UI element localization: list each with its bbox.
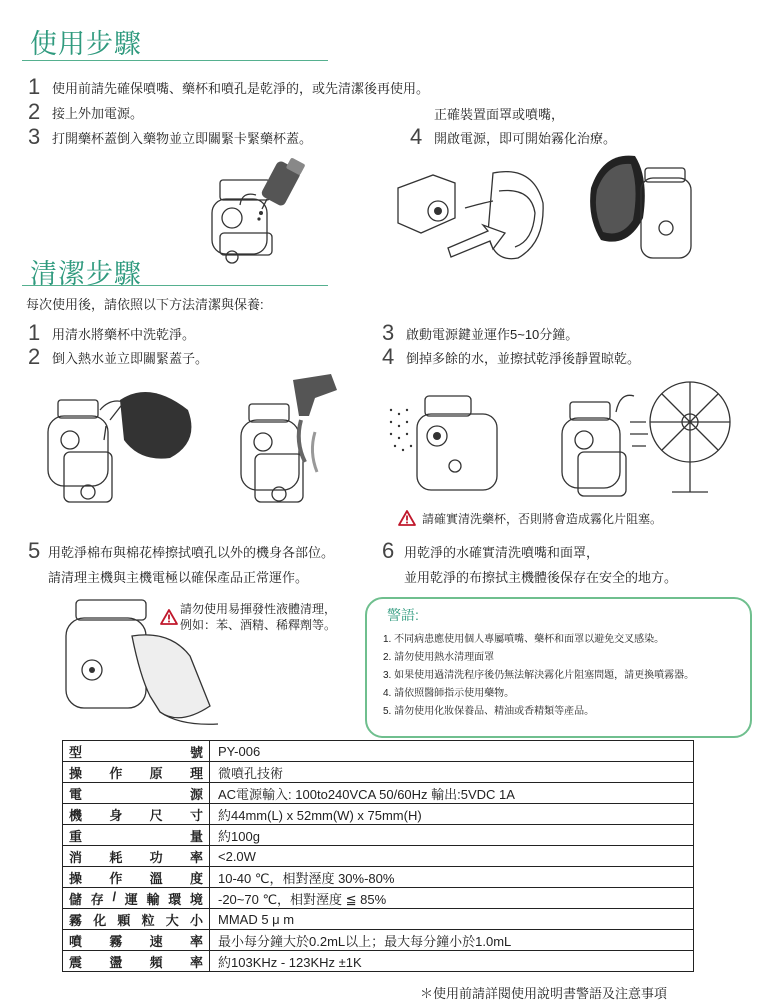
spec-key [63, 762, 210, 783]
cleaning-step-4-number: 4 [382, 344, 395, 369]
spec-key-char: 源 [189, 786, 203, 802]
spec-key-char: 尺 [149, 807, 163, 823]
warning-box [365, 597, 752, 738]
spec-key-char: 量 [189, 828, 203, 844]
spec-key-char: 顆 [117, 912, 131, 928]
warning-item-1: 1. 不同病患應使用個人專屬噴嘴、藥杯和面罩以避免交叉感染。 [383, 634, 665, 645]
illustration-run-mist [385, 380, 515, 500]
spec-key-char: 境 [189, 891, 203, 907]
usage-step-2-text: 接上外加電源。 [52, 106, 144, 121]
spec-key-char: 消 [69, 849, 83, 865]
spec-row [63, 888, 694, 909]
spec-value: -20~70 ℃，相對溼度 ≦ 85% [210, 888, 694, 909]
cleaning-step-1-text: 用清水將藥杯中洗乾淨。 [52, 327, 196, 342]
spec-key [63, 846, 210, 867]
spec-key-char: 理 [189, 765, 203, 781]
warning-item-3: 3. 如果使用過清洗程序後仍無法解決霧化片阻塞問題，請更換噴霧器。 [383, 670, 695, 681]
spec-key-char: 度 [189, 870, 203, 886]
spec-key-char: 溫 [149, 870, 163, 886]
spec-row [63, 741, 694, 762]
usage-title: 使用步驟 [30, 29, 142, 59]
spec-key-char: 操 [69, 870, 83, 886]
illustration-mask-attached [583, 148, 703, 273]
spec-key-char: 率 [189, 954, 203, 970]
cleaning-step-6-text-line1: 用乾淨的水確實清洗噴嘴和面罩， [404, 545, 600, 560]
spec-key-char: 型 [69, 744, 83, 760]
cleaning-step-6-number: 6 [382, 538, 395, 563]
usage-step-4-text-line2: 開啟電源，即可開始霧化治療。 [434, 131, 617, 146]
spec-row [63, 909, 694, 930]
spec-key [63, 825, 210, 846]
spec-key-char: 率 [189, 933, 203, 949]
spec-key-char: 輸 [146, 891, 160, 907]
caution-cup-text: 請確實清洗藥杯，否則將會造成霧化片阻塞。 [422, 512, 663, 526]
usage-title-underline [22, 60, 328, 61]
spec-key-char: 運 [124, 891, 138, 907]
spec-key-char: 大 [165, 912, 179, 928]
spec-key-char: 操 [69, 765, 83, 781]
spec-key-char: 速 [149, 933, 163, 949]
spec-key-char: 化 [93, 912, 107, 928]
spec-key [63, 783, 210, 804]
cleaning-step-2-text: 倒入熱水並立即關緊蓋子。 [52, 351, 209, 366]
spec-row [63, 825, 694, 846]
spec-key-char: 身 [109, 807, 123, 823]
caution-solvent-line2: 例如：苯、酒精、稀釋劑等。 [180, 618, 337, 632]
spec-value: 約103KHz - 123KHz ±1K [210, 951, 694, 972]
spec-row [63, 846, 694, 867]
spec-table [62, 740, 694, 972]
illustration-pour-medicine [200, 155, 310, 270]
spec-value: 約44mm(L) x 52mm(W) x 75mm(H) [210, 804, 694, 825]
spec-value: <2.0W [210, 846, 694, 867]
spec-key [63, 741, 210, 762]
spec-key-char: 儲 [69, 891, 83, 907]
spec-key-char: 寸 [189, 807, 203, 823]
spec-key-char: 號 [189, 744, 203, 760]
spec-value: MMAD 5 μ m [210, 909, 694, 930]
spec-key-char: 電 [69, 786, 83, 802]
spec-key [63, 951, 210, 972]
spec-value: 10-40 ℃，相對溼度 30%-80% [210, 867, 694, 888]
spec-key [63, 804, 210, 825]
spec-value: 微噴孔技術 [210, 762, 694, 783]
caution-solvent-line1: 請勿使用易揮發性液體清理， [180, 602, 337, 616]
warning-title: 警語: [387, 607, 419, 623]
warning-item-5: 5. 請勿使用化妝保養品、精油或香精類等產品。 [383, 706, 595, 717]
usage-step-2-number: 2 [28, 99, 41, 124]
spec-row [63, 804, 694, 825]
spec-key-char: 震 [69, 954, 83, 970]
warning-item-2: 2. 請勿使用熱水清理面罩 [383, 652, 495, 663]
illustration-hot-water [235, 372, 355, 512]
spec-value: 最小每分鐘大於0.2mL以上；最大每分鐘小於1.0mL [210, 930, 694, 951]
spec-key-char: 重 [69, 828, 83, 844]
spec-value: AC電源輸入: 100to240VCA 50/60Hz 輸出:5VDC 1A [210, 783, 694, 804]
spec-key-char: 存 [90, 891, 104, 907]
spec-key [63, 867, 210, 888]
warning-item-4: 4. 請依照醫師指示使用藥物。 [383, 688, 515, 699]
spec-key-char: 頻 [149, 954, 163, 970]
cleaning-step-3-number: 3 [382, 320, 395, 345]
spec-row [63, 762, 694, 783]
spec-key-char: / [112, 888, 117, 904]
warning-triangle-icon [160, 609, 178, 625]
cleaning-step-5-number: 5 [28, 538, 41, 563]
spec-key-char: 原 [149, 765, 163, 781]
cleaning-step-4-text: 倒掉多餘的水，並擦拭乾淨後靜置晾乾。 [406, 351, 641, 366]
spec-row [63, 930, 694, 951]
cleaning-intro: 每次使用後，請依照以下方法清潔與保養: [26, 297, 264, 312]
spec-key-char: 功 [149, 849, 163, 865]
cleaning-step-3-text: 啟動電源鍵並運作5~10分鐘。 [406, 327, 579, 342]
illustration-air-dry [560, 372, 735, 502]
spec-key-char: 盪 [109, 954, 123, 970]
spec-value: PY-006 [210, 741, 694, 762]
cleaning-step-2-number: 2 [28, 344, 41, 369]
spec-key-char: 機 [69, 807, 83, 823]
spec-row [63, 783, 694, 804]
usage-step-1-number: 1 [28, 74, 41, 99]
spec-key-char: 霧 [69, 912, 83, 928]
usage-step-3-number: 3 [28, 124, 41, 149]
spec-key-char: 粒 [141, 912, 155, 928]
usage-step-4-text-line1: 正確裝置面罩或噴嘴， [434, 107, 565, 122]
spec-key-char: 環 [168, 891, 182, 907]
spec-value: 約100g [210, 825, 694, 846]
usage-step-1-text: 使用前請先確保噴嘴、藥杯和噴孔是乾淨的，或先清潔後再使用。 [52, 81, 430, 96]
footnote: ＊使用前請詳閱使用說明書警語及注意事項 [420, 986, 668, 1001]
usage-step-3-text: 打開藥杯蓋倒入藥物並立即關緊卡緊藥杯蓋。 [52, 131, 313, 146]
cleaning-step-5-text-line1: 用乾淨棉布與棉花棒擦拭噴孔以外的機身各部位。 [48, 545, 335, 560]
cleaning-title-underline [22, 285, 328, 286]
spec-key-char: 噴 [69, 933, 83, 949]
spec-row [63, 867, 694, 888]
spec-row [63, 951, 694, 972]
spec-key-char: 作 [109, 870, 123, 886]
spec-key [63, 888, 210, 909]
cleaning-title: 清潔步驟 [30, 259, 142, 289]
spec-key-char: 霧 [109, 933, 123, 949]
usage-step-4-number: 4 [410, 124, 423, 149]
spec-key-char: 作 [109, 765, 123, 781]
warning-triangle-icon [398, 510, 416, 526]
spec-key-char: 率 [189, 849, 203, 865]
illustration-attach-mask [393, 163, 553, 273]
spec-key [63, 930, 210, 951]
cleaning-step-6-text-line2: 並用乾淨的布擦拭主機體後保存在安全的地方。 [404, 570, 678, 585]
illustration-rinse-cup [40, 380, 200, 515]
spec-key-char: 耗 [109, 849, 123, 865]
cleaning-step-5-text-line2: 請清理主機與主機電極以確保產品正常運作。 [48, 570, 309, 585]
cleaning-step-1-number: 1 [28, 320, 41, 345]
spec-key-char: 小 [189, 912, 203, 928]
spec-key [63, 909, 210, 930]
